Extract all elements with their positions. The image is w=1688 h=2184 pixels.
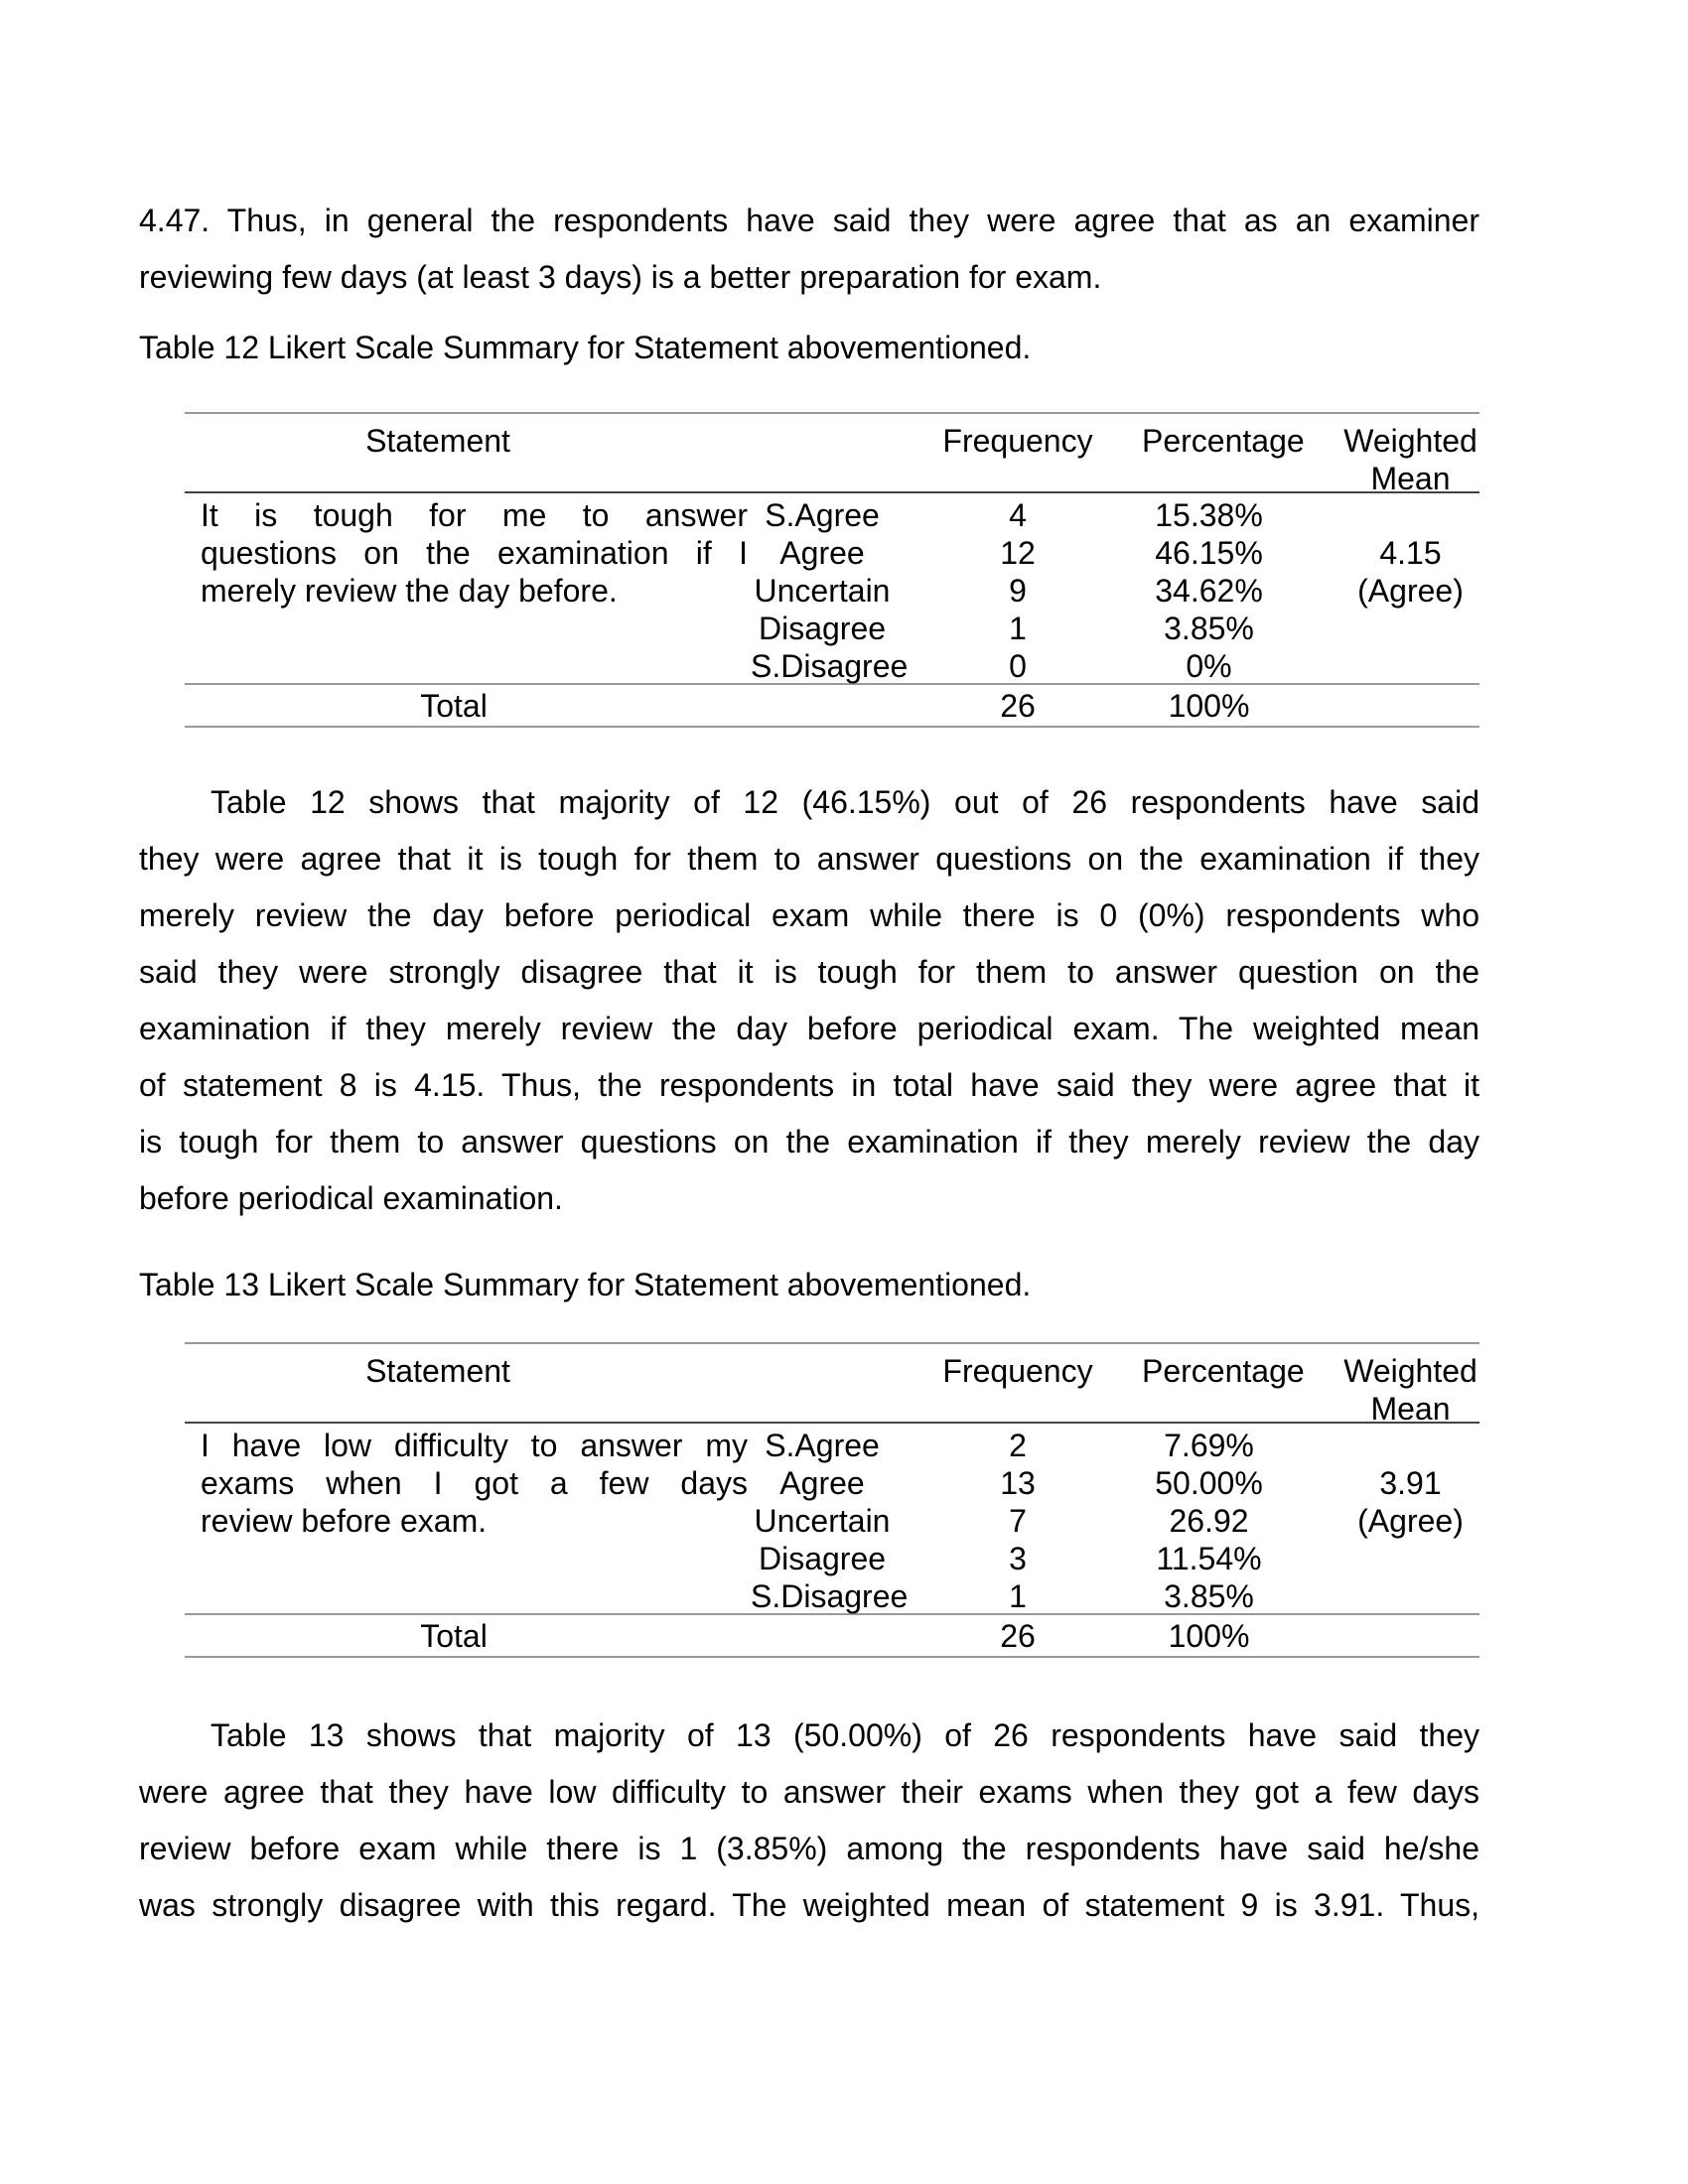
table12 bbox=[185, 412, 1479, 728]
paragraph-line: said they were strongly disagree that it is tough for them to answer question on the bbox=[139, 954, 1479, 990]
likert-scale-cell bbox=[751, 496, 909, 685]
percentage-value: 46.15% bbox=[1155, 535, 1263, 571]
paragraph-line: of statement 8 is 4.15. Thus, the respondents in total have said they were agree that it bbox=[139, 1067, 1479, 1103]
paragraph-line: reviewing few days (at least 3 days) is a better preparation for exam. bbox=[139, 259, 1102, 295]
weighted-mean-header-line1: Weighted bbox=[1343, 423, 1477, 459]
scale-label: S.Disagree bbox=[751, 1578, 909, 1614]
table13 bbox=[185, 1342, 1479, 1658]
table12-discussion-paragraph bbox=[139, 774, 1479, 1227]
intro-paragraph bbox=[139, 193, 1479, 306]
paragraph-line: was strongly disagree with this regard. The weighted mean of statement 9 is 3.91. Thus, bbox=[139, 1887, 1479, 1923]
paragraph-line: before periodical examination. bbox=[139, 1180, 563, 1216]
table13-header-row bbox=[185, 1344, 1479, 1427]
page-body bbox=[139, 0, 1479, 1934]
frequency-value: 9 bbox=[1009, 573, 1027, 609]
scale-label: Agree bbox=[779, 1465, 865, 1501]
frequency-value: 2 bbox=[1009, 1428, 1027, 1463]
scale-label: Agree bbox=[779, 535, 865, 571]
percentage-cell bbox=[1142, 496, 1276, 685]
statement-line: questions on the examination if I bbox=[201, 535, 748, 571]
frequency-cell bbox=[894, 1427, 1142, 1615]
frequency-header-cell: Frequency bbox=[942, 423, 1093, 459]
weighted-mean-header-cell bbox=[1276, 422, 1479, 497]
percentage-header-cell: Percentage bbox=[1142, 1353, 1305, 1389]
percentage-value: 3.85% bbox=[1164, 611, 1254, 646]
paragraph-line: they were agree that it is tough for them to answer questions on the examination if they bbox=[139, 841, 1479, 877]
frequency-header-cell: Frequency bbox=[942, 1353, 1093, 1389]
frequency-cell bbox=[894, 496, 1142, 685]
frequency-value: 3 bbox=[1009, 1541, 1027, 1576]
statement-header-cell: Statement bbox=[365, 1353, 510, 1389]
scale-label: Uncertain bbox=[754, 573, 891, 609]
frequency-value: 1 bbox=[1009, 611, 1027, 646]
scale-label: Disagree bbox=[758, 1541, 887, 1576]
table13-total-row bbox=[185, 1615, 1479, 1658]
frequency-value: 0 bbox=[1009, 648, 1027, 684]
scale-label: S.Disagree bbox=[751, 648, 909, 684]
total-label: Total bbox=[420, 1617, 488, 1654]
scale-label: S.Agree bbox=[765, 1428, 880, 1463]
statement-cell bbox=[185, 496, 751, 685]
percentage-value: 0% bbox=[1186, 648, 1232, 684]
percentage-value: 26.92 bbox=[1169, 1503, 1249, 1539]
paragraph-line: review before exam while there is 1 (3.85%) among the respondents have said he/she bbox=[139, 1831, 1479, 1866]
weighted-mean-header-line1: Weighted bbox=[1343, 1353, 1477, 1389]
percentage-value: 50.00% bbox=[1155, 1465, 1263, 1501]
frequency-value: 7 bbox=[1009, 1503, 1027, 1539]
weighted-mean-header-line2: Mean bbox=[1370, 1391, 1451, 1427]
total-percentage: 100% bbox=[1168, 687, 1250, 724]
scale-label: S.Agree bbox=[765, 497, 880, 533]
percentage-value: 3.85% bbox=[1164, 1578, 1254, 1614]
frequency-value: 1 bbox=[1009, 1578, 1027, 1614]
weighted-mean-cell bbox=[1276, 1427, 1479, 1615]
statement-line: merely review the day before. bbox=[201, 573, 618, 609]
percentage-value: 34.62% bbox=[1155, 573, 1263, 609]
scale-header-cell bbox=[751, 1352, 894, 1428]
total-percentage: 100% bbox=[1168, 1617, 1250, 1654]
table13-caption: Table 13 Likert Scale Summary for Statement abovementioned. bbox=[139, 1267, 1032, 1302]
total-frequency: 26 bbox=[1000, 687, 1036, 724]
weighted-mean-value: 3.91 bbox=[1379, 1465, 1442, 1501]
statement-cell bbox=[185, 1427, 751, 1615]
table12-header-row bbox=[185, 414, 1479, 496]
weighted-mean-header-cell bbox=[1276, 1352, 1479, 1428]
statement-line: It is tough for me to answer bbox=[201, 497, 748, 533]
weighted-mean-header-line2: Mean bbox=[1370, 461, 1451, 496]
percentage-value: 11.54% bbox=[1156, 1541, 1262, 1576]
paragraph-line: were agree that they have low difficulty to answer their exams when they got a few days bbox=[139, 1774, 1479, 1810]
weighted-mean-interpretation: (Agree) bbox=[1357, 1503, 1464, 1539]
scale-label: Disagree bbox=[758, 611, 887, 646]
statement-line: exams when I got a few days bbox=[201, 1465, 748, 1501]
table13-discussion-paragraph bbox=[139, 1707, 1479, 1934]
paragraph-line: examination if they merely review the day before periodical exam. The weighted mean bbox=[139, 1011, 1479, 1046]
percentage-value: 15.38% bbox=[1155, 497, 1263, 533]
paragraph-line: merely review the day before periodical exam while there is 0 (0%) respondents who bbox=[139, 897, 1479, 933]
table12-total-row bbox=[185, 685, 1479, 728]
weighted-mean-cell bbox=[1276, 496, 1479, 685]
paragraph-line: Table 12 shows that majority of 12 (46.15%) out of 26 respondents have said bbox=[211, 784, 1479, 820]
scale-label: Uncertain bbox=[754, 1503, 891, 1539]
percentage-header-cell: Percentage bbox=[1142, 423, 1305, 459]
table13-body bbox=[185, 1424, 1479, 1615]
likert-scale-cell bbox=[751, 1427, 909, 1615]
weighted-mean-value: 4.15 bbox=[1379, 535, 1442, 571]
statement-line: review before exam. bbox=[201, 1503, 488, 1539]
paragraph-line: is tough for them to answer questions on the examination if they merely review the day bbox=[139, 1124, 1479, 1160]
paragraph-line: Table 13 shows that majority of 13 (50.00%) of 26 respondents have said they bbox=[211, 1717, 1479, 1753]
frequency-value: 12 bbox=[1000, 535, 1036, 571]
percentage-value: 7.69% bbox=[1164, 1428, 1254, 1463]
table12-caption: Table 12 Likert Scale Summary for Statement abovementioned. bbox=[139, 330, 1032, 365]
percentage-cell bbox=[1142, 1427, 1276, 1615]
frequency-value: 13 bbox=[1000, 1465, 1036, 1501]
paragraph-line: 4.47. Thus, in general the respondents have said they were agree that as an examiner bbox=[139, 203, 1479, 238]
statement-line: I have low difficulty to answer my bbox=[201, 1428, 748, 1463]
total-label: Total bbox=[420, 687, 488, 724]
total-frequency: 26 bbox=[1000, 1617, 1036, 1654]
table12-body bbox=[185, 493, 1479, 685]
weighted-mean-interpretation: (Agree) bbox=[1357, 573, 1464, 609]
statement-header-cell: Statement bbox=[365, 423, 510, 459]
scale-header-cell bbox=[751, 422, 894, 497]
frequency-value: 4 bbox=[1009, 497, 1027, 533]
